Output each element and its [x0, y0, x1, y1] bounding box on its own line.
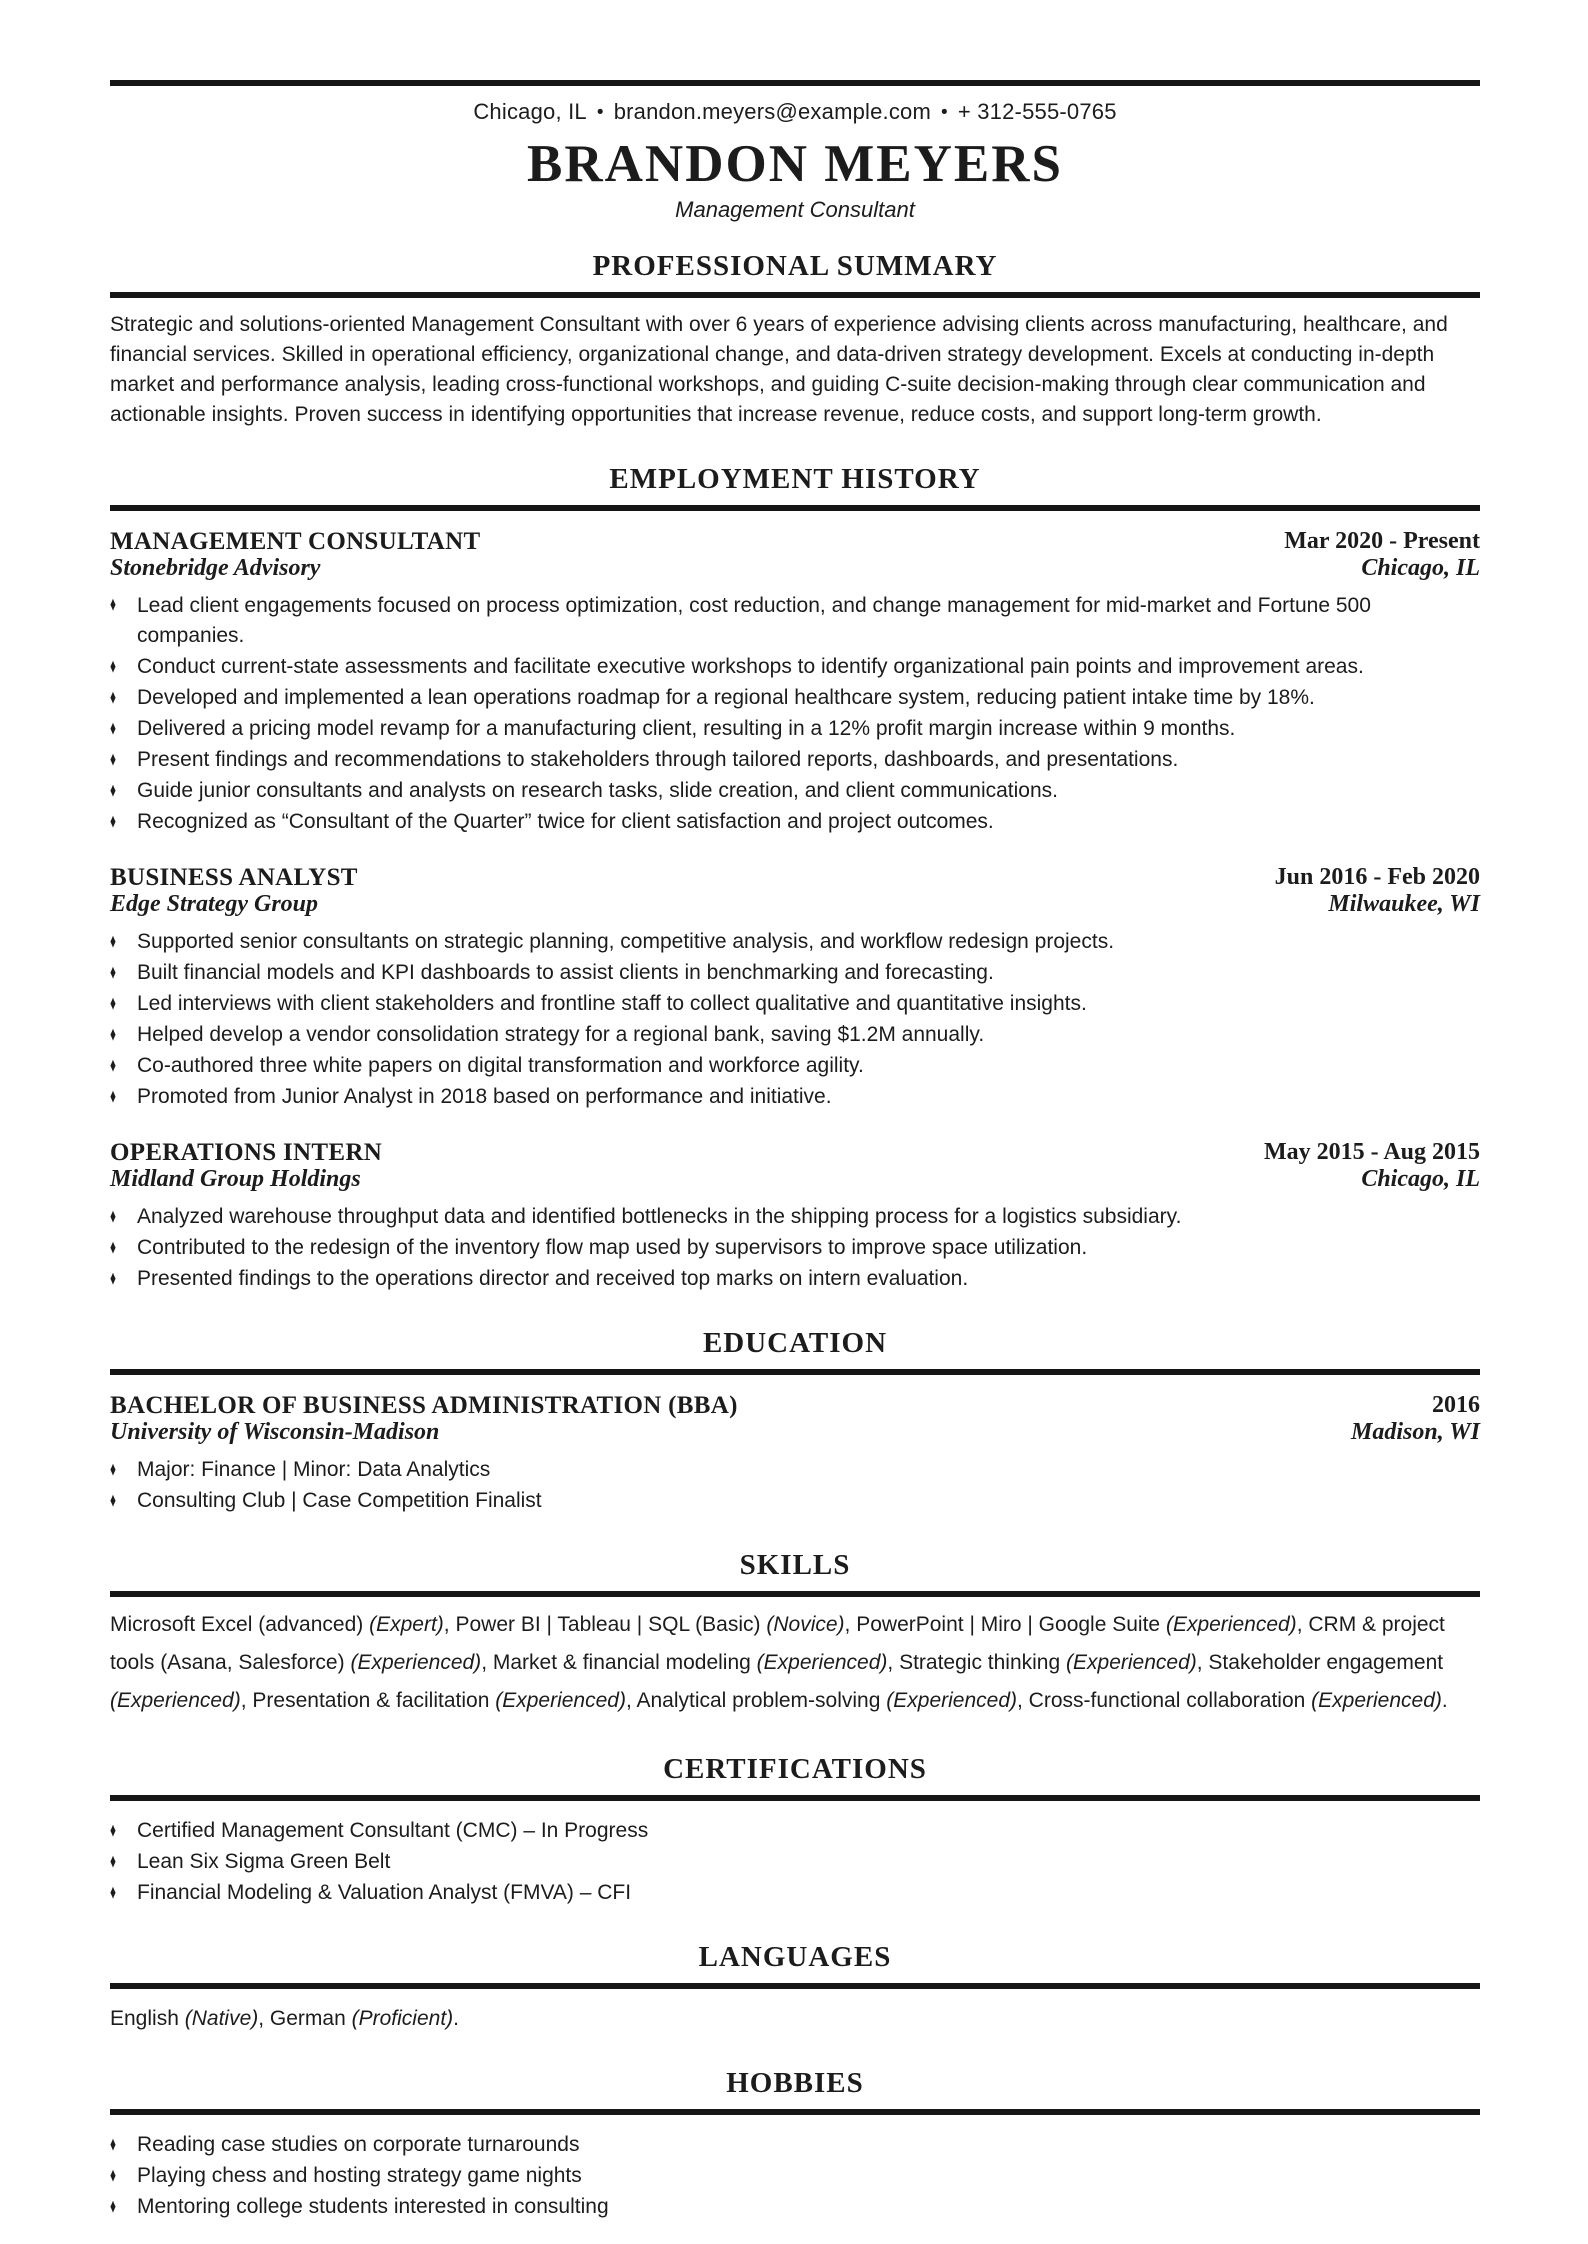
phrase-separator: ,: [844, 1613, 857, 1636]
entry-dates: May 2015 - Aug 2015: [1264, 1139, 1480, 1165]
diamond-bullet-icon: ♦: [110, 810, 117, 833]
bullet-item: [110, 683, 1480, 713]
diamond-bullet-icon: ♦: [110, 593, 117, 616]
diamond-bullet-icon: ♦: [110, 1085, 117, 1108]
phrase-level: (Experienced): [350, 1651, 482, 1674]
diamond-bullet-icon: ♦: [110, 2195, 117, 2218]
phrase-level: (Novice): [766, 1613, 845, 1636]
phrase-separator: ,: [481, 1651, 493, 1674]
diamond-bullet-icon: ♦: [110, 961, 117, 984]
phrase-name: English: [110, 2007, 179, 2030]
phrase-separator: ,: [443, 1613, 456, 1636]
bullet-item: [110, 591, 1480, 651]
bullet-item: [110, 1233, 1480, 1263]
diamond-bullet-icon: ♦: [110, 1881, 117, 1904]
bullet-item: [110, 989, 1480, 1019]
section-heading-certifications: CERTIFICATIONS: [663, 1753, 927, 1785]
bullet-item: [110, 2192, 1480, 2222]
bullet-text: Helped develop a vendor consolidation strategy for a regional bank, saving $1.2M annually.: [137, 1023, 985, 1046]
bullet-item: [110, 652, 1480, 682]
bullet-text: Led interviews with client stakeholders and frontline staff to collect qualitative and quantitative insights.: [137, 992, 1087, 1015]
dot-separator-icon: •: [596, 102, 604, 123]
job-entry: [110, 528, 1480, 837]
entry-header-left: [110, 528, 480, 582]
phrase-separator: ,: [625, 1689, 637, 1712]
phrase-name: Stakeholder engagement: [1208, 1651, 1444, 1674]
diamond-bullet-icon: ♦: [110, 1205, 117, 1228]
contact-location: Chicago, IL: [473, 99, 587, 124]
diamond-bullet-icon: ♦: [110, 655, 117, 678]
education-entry-list: [110, 1392, 1480, 1516]
dot-separator-icon: •: [941, 102, 948, 123]
entry-title: OPERATIONS INTERN: [110, 1139, 383, 1166]
entry-header-left: [110, 1139, 382, 1193]
bullet-item: [110, 958, 1480, 988]
entry-location: Milwaukee, WI: [1328, 891, 1480, 917]
diamond-bullet-icon: ♦: [110, 2133, 117, 2156]
certifications-section: [110, 1753, 1480, 1908]
entry-header-right: [1264, 1139, 1480, 1193]
section-rule: [110, 1591, 1480, 1597]
phrase-name: Power BI | Tableau | SQL (Basic): [455, 1613, 761, 1636]
bullet-item: [110, 807, 1480, 837]
bullet-item: [110, 1878, 1480, 1908]
section-heading-languages: LANGUAGES: [698, 1941, 892, 1973]
summary-section: [110, 250, 1480, 430]
bullet-item: [110, 1264, 1480, 1294]
contact-line: [110, 99, 1480, 127]
entry-subtitle: University of Wisconsin-Madison: [110, 1419, 440, 1445]
skill-item: [110, 1613, 455, 1636]
bullet-text: Consulting Club | Case Competition Finalist: [137, 1489, 542, 1512]
entry-title: BUSINESS ANALYST: [110, 864, 358, 891]
phrase-separator: .: [453, 2007, 459, 2030]
resume-header: [110, 99, 1480, 223]
phrase-name: Strategic thinking: [899, 1651, 1061, 1674]
language-item: [110, 2007, 270, 2030]
candidate-name: BRANDON MEYERS: [527, 135, 1063, 193]
bullet-text: Co-authored three white papers on digital transformation and workforce agility.: [137, 1054, 864, 1077]
phrase-name: CRM & project tools (Asana, Salesforce): [110, 1613, 1445, 1674]
entry-subtitle: Stonebridge Advisory: [110, 555, 321, 581]
skill-item: [455, 1613, 856, 1636]
diamond-bullet-icon: ♦: [110, 1458, 117, 1481]
phrase-name: Presentation & facilitation: [252, 1689, 490, 1712]
diamond-bullet-icon: ♦: [110, 1236, 117, 1259]
hobby-list: [110, 2130, 1480, 2222]
bullet-item: [110, 1082, 1480, 1112]
bullet-item: [110, 1051, 1480, 1081]
bullet-text: Built financial models and KPI dashboards to assist clients in benchmarking and forecasting.: [137, 961, 994, 984]
bullet-text: Supported senior consultants on strategic planning, competitive analysis, and workflow redesign projects.: [137, 930, 1115, 953]
entry-header: [110, 1392, 1480, 1446]
phrase-level: (Experienced): [1165, 1613, 1297, 1636]
diamond-bullet-icon: ♦: [110, 717, 117, 740]
skills-section: [110, 1549, 1480, 1720]
phrase-name: PowerPoint | Miro | Google Suite: [856, 1613, 1161, 1636]
entry-header-right: [1284, 528, 1480, 582]
phrase-level: (Experienced): [1066, 1651, 1197, 1674]
diamond-bullet-icon: ♦: [110, 930, 117, 953]
contact-phone: + 312-555-0765: [957, 99, 1117, 124]
phrase-level: (Proficient): [351, 2007, 454, 2030]
language-item: [270, 2007, 459, 2030]
bullet-text: Conduct current-state assessments and facilitate executive workshops to identify organizational pain points and improvement areas.: [137, 655, 1364, 678]
diamond-bullet-icon: ♦: [110, 686, 117, 709]
education-entry: [110, 1392, 1480, 1516]
entry-bullets: [110, 591, 1480, 837]
diamond-bullet-icon: ♦: [110, 1850, 117, 1873]
section-rule: [110, 1983, 1480, 1989]
bullet-text: Mentoring college students interested in consulting: [137, 2195, 609, 2218]
entry-location: Chicago, IL: [1361, 1166, 1480, 1192]
skill-item: [493, 1651, 899, 1674]
section-rule: [110, 292, 1480, 298]
bullet-item: [110, 1202, 1480, 1232]
phrase-level: (Expert): [369, 1613, 444, 1636]
diamond-bullet-icon: ♦: [110, 2164, 117, 2187]
phrase-name: Market & financial modeling: [492, 1651, 751, 1674]
phrase-separator: ,: [1017, 1689, 1029, 1712]
diamond-bullet-icon: ♦: [110, 1023, 117, 1046]
section-rule: [110, 1795, 1480, 1801]
diamond-bullet-icon: ♦: [110, 779, 117, 802]
bullet-text: Guide junior consultants and analysts on research tasks, slide creation, and client communications.: [137, 779, 1058, 802]
entry-header: [110, 528, 1480, 582]
entry-subtitle: Edge Strategy Group: [110, 891, 319, 917]
entry-header-right: [1351, 1392, 1480, 1446]
job-entry: [110, 1139, 1480, 1294]
candidate-job-title: Management Consultant: [675, 197, 915, 222]
entry-title: BACHELOR OF BUSINESS ADMINISTRATION (BBA): [110, 1392, 738, 1419]
skill-item: [899, 1651, 1208, 1674]
summary-text: Strategic and solutions-oriented Management Consultant with over 6 years of experience advising clients across manufacturing, healthcare, and financial services. Skilled in operational efficiency, organizational change, and data-driven strategy development. Excels at conducting in-depth market and performance analysis, leading cross-functional workshops, and guiding C-suite decision-making through clear communication and actionable insights. Proven success in identifying opportunities that increase revenue, reduce costs, and support long-term growth.: [110, 313, 1448, 426]
bullet-text: Analyzed warehouse throughput data and identified bottlenecks in the shipping process for a logistics subsidiary.: [137, 1205, 1182, 1228]
bullet-item: [110, 2130, 1480, 2160]
bullet-item: [110, 1486, 1480, 1516]
entry-header-left: [110, 864, 358, 918]
bullet-text: Lead client engagements focused on process optimization, cost reduction, and change management for mid-market and Fortune 500 companies.: [137, 594, 1371, 647]
entry-bullets: [110, 1202, 1480, 1294]
phrase-separator: ,: [240, 1689, 253, 1712]
bullet-text: Lean Six Sigma Green Belt: [137, 1850, 391, 1873]
phrase-level: (Experienced): [886, 1689, 1017, 1712]
phrase-name: German: [269, 2007, 346, 2030]
bullet-item: [110, 745, 1480, 775]
bullet-text: Contributed to the redesign of the inventory flow map used by supervisors to improve space utilization.: [137, 1236, 1088, 1259]
languages-paragraph: [110, 2004, 1480, 2034]
entry-dates: 2016: [1432, 1392, 1480, 1418]
phrase-separator: ,: [258, 2007, 270, 2030]
phrase-separator: ,: [1196, 1651, 1209, 1674]
section-heading-hobbies: HOBBIES: [726, 2067, 864, 2099]
entry-bullets: [110, 1455, 1480, 1516]
skill-item: [1029, 1689, 1448, 1712]
bullet-item: [110, 927, 1480, 957]
phrase-name: Cross-functional collaboration: [1028, 1689, 1306, 1712]
job-entry: [110, 864, 1480, 1112]
entry-location: Chicago, IL: [1361, 555, 1480, 581]
phrase-level: (Experienced): [1311, 1689, 1442, 1712]
phrase-separator: ,: [887, 1651, 900, 1674]
bullet-item: [110, 1816, 1480, 1846]
diamond-bullet-icon: ♦: [110, 1054, 117, 1077]
phrase-name: Microsoft Excel (advanced): [110, 1613, 364, 1636]
bullet-item: [110, 1455, 1480, 1485]
entry-title: MANAGEMENT CONSULTANT: [110, 528, 481, 555]
bullet-item: [110, 714, 1480, 744]
entry-location: Madison, WI: [1351, 1419, 1480, 1445]
bullet-item: [110, 2161, 1480, 2191]
bullet-item: [110, 1020, 1480, 1050]
entry-header: [110, 1139, 1480, 1193]
entry-dates: Mar 2020 - Present: [1284, 528, 1480, 554]
phrase-separator: ,: [1296, 1613, 1309, 1636]
phrase-level: (Experienced): [495, 1689, 626, 1712]
bullet-text: Playing chess and hosting strategy game nights: [137, 2164, 582, 2187]
bullet-text: Present findings and recommendations to stakeholders through tailored reports, dashboards, and presentations.: [137, 748, 1179, 771]
bullet-item: [110, 776, 1480, 806]
entry-header-right: [1275, 864, 1480, 918]
employment-section: [110, 463, 1480, 1294]
section-heading-employment-history: EMPLOYMENT HISTORY: [609, 463, 981, 495]
entry-subtitle: Midland Group Holdings: [110, 1166, 361, 1192]
diamond-bullet-icon: ♦: [110, 1489, 117, 1512]
hobbies-section: [110, 2067, 1480, 2222]
bullet-text: Delivered a pricing model revamp for a manufacturing client, resulting in a 12% profit margin increase within 9 months.: [137, 717, 1236, 740]
bullet-text: Promoted from Junior Analyst in 2018 based on performance and initiative.: [137, 1085, 832, 1108]
phrase-level: (Experienced): [110, 1689, 241, 1712]
diamond-bullet-icon: ♦: [110, 1819, 117, 1842]
phrase-separator: .: [1441, 1689, 1448, 1712]
phrase-level: (Native): [184, 2007, 259, 2030]
bullet-text: Recognized as “Consultant of the Quarter” twice for client satisfaction and project outcomes.: [137, 810, 994, 833]
section-heading-skills: SKILLS: [739, 1549, 851, 1581]
bullet-text: Reading case studies on corporate turnarounds: [137, 2133, 580, 2156]
job-list: [110, 528, 1480, 1294]
skills-paragraph: [110, 1606, 1480, 1720]
bullet-text: Financial Modeling & Valuation Analyst (FMVA) – CFI: [137, 1881, 632, 1904]
section-rule: [110, 2109, 1480, 2115]
phrase-name: Analytical problem-solving: [636, 1689, 881, 1712]
education-section: [110, 1327, 1480, 1516]
skill-item: [856, 1613, 1308, 1636]
section-heading-professional-summary: PROFESSIONAL SUMMARY: [592, 250, 998, 282]
entry-dates: Jun 2016 - Feb 2020: [1274, 864, 1480, 890]
diamond-bullet-icon: ♦: [110, 1267, 117, 1290]
section-heading-education: EDUCATION: [702, 1327, 888, 1359]
section-rule: [110, 1369, 1480, 1375]
bullet-text: Major: Finance | Minor: Data Analytics: [137, 1458, 491, 1481]
contact-email: brandon.meyers@example.com: [613, 99, 932, 124]
phrase-level: (Experienced): [756, 1651, 888, 1674]
bullet-text: Developed and implemented a lean operations roadmap for a regional healthcare system, reducing patient intake time by 18%.: [137, 686, 1315, 709]
bullet-text: Presented findings to the operations director and received top marks on intern evaluation.: [137, 1267, 969, 1290]
skill-item: [252, 1689, 636, 1712]
languages-section: [110, 1941, 1480, 2034]
certification-list: [110, 1816, 1480, 1908]
diamond-bullet-icon: ♦: [110, 748, 117, 771]
entry-bullets: [110, 927, 1480, 1112]
skill-item: [636, 1689, 1028, 1712]
entry-header-left: [110, 1392, 738, 1446]
diamond-bullet-icon: ♦: [110, 992, 117, 1015]
bullet-item: [110, 1847, 1480, 1877]
top-rule: [110, 80, 1480, 86]
bullet-text: Certified Management Consultant (CMC) – In Progress: [137, 1819, 649, 1842]
entry-header: [110, 864, 1480, 918]
section-rule: [110, 505, 1480, 511]
